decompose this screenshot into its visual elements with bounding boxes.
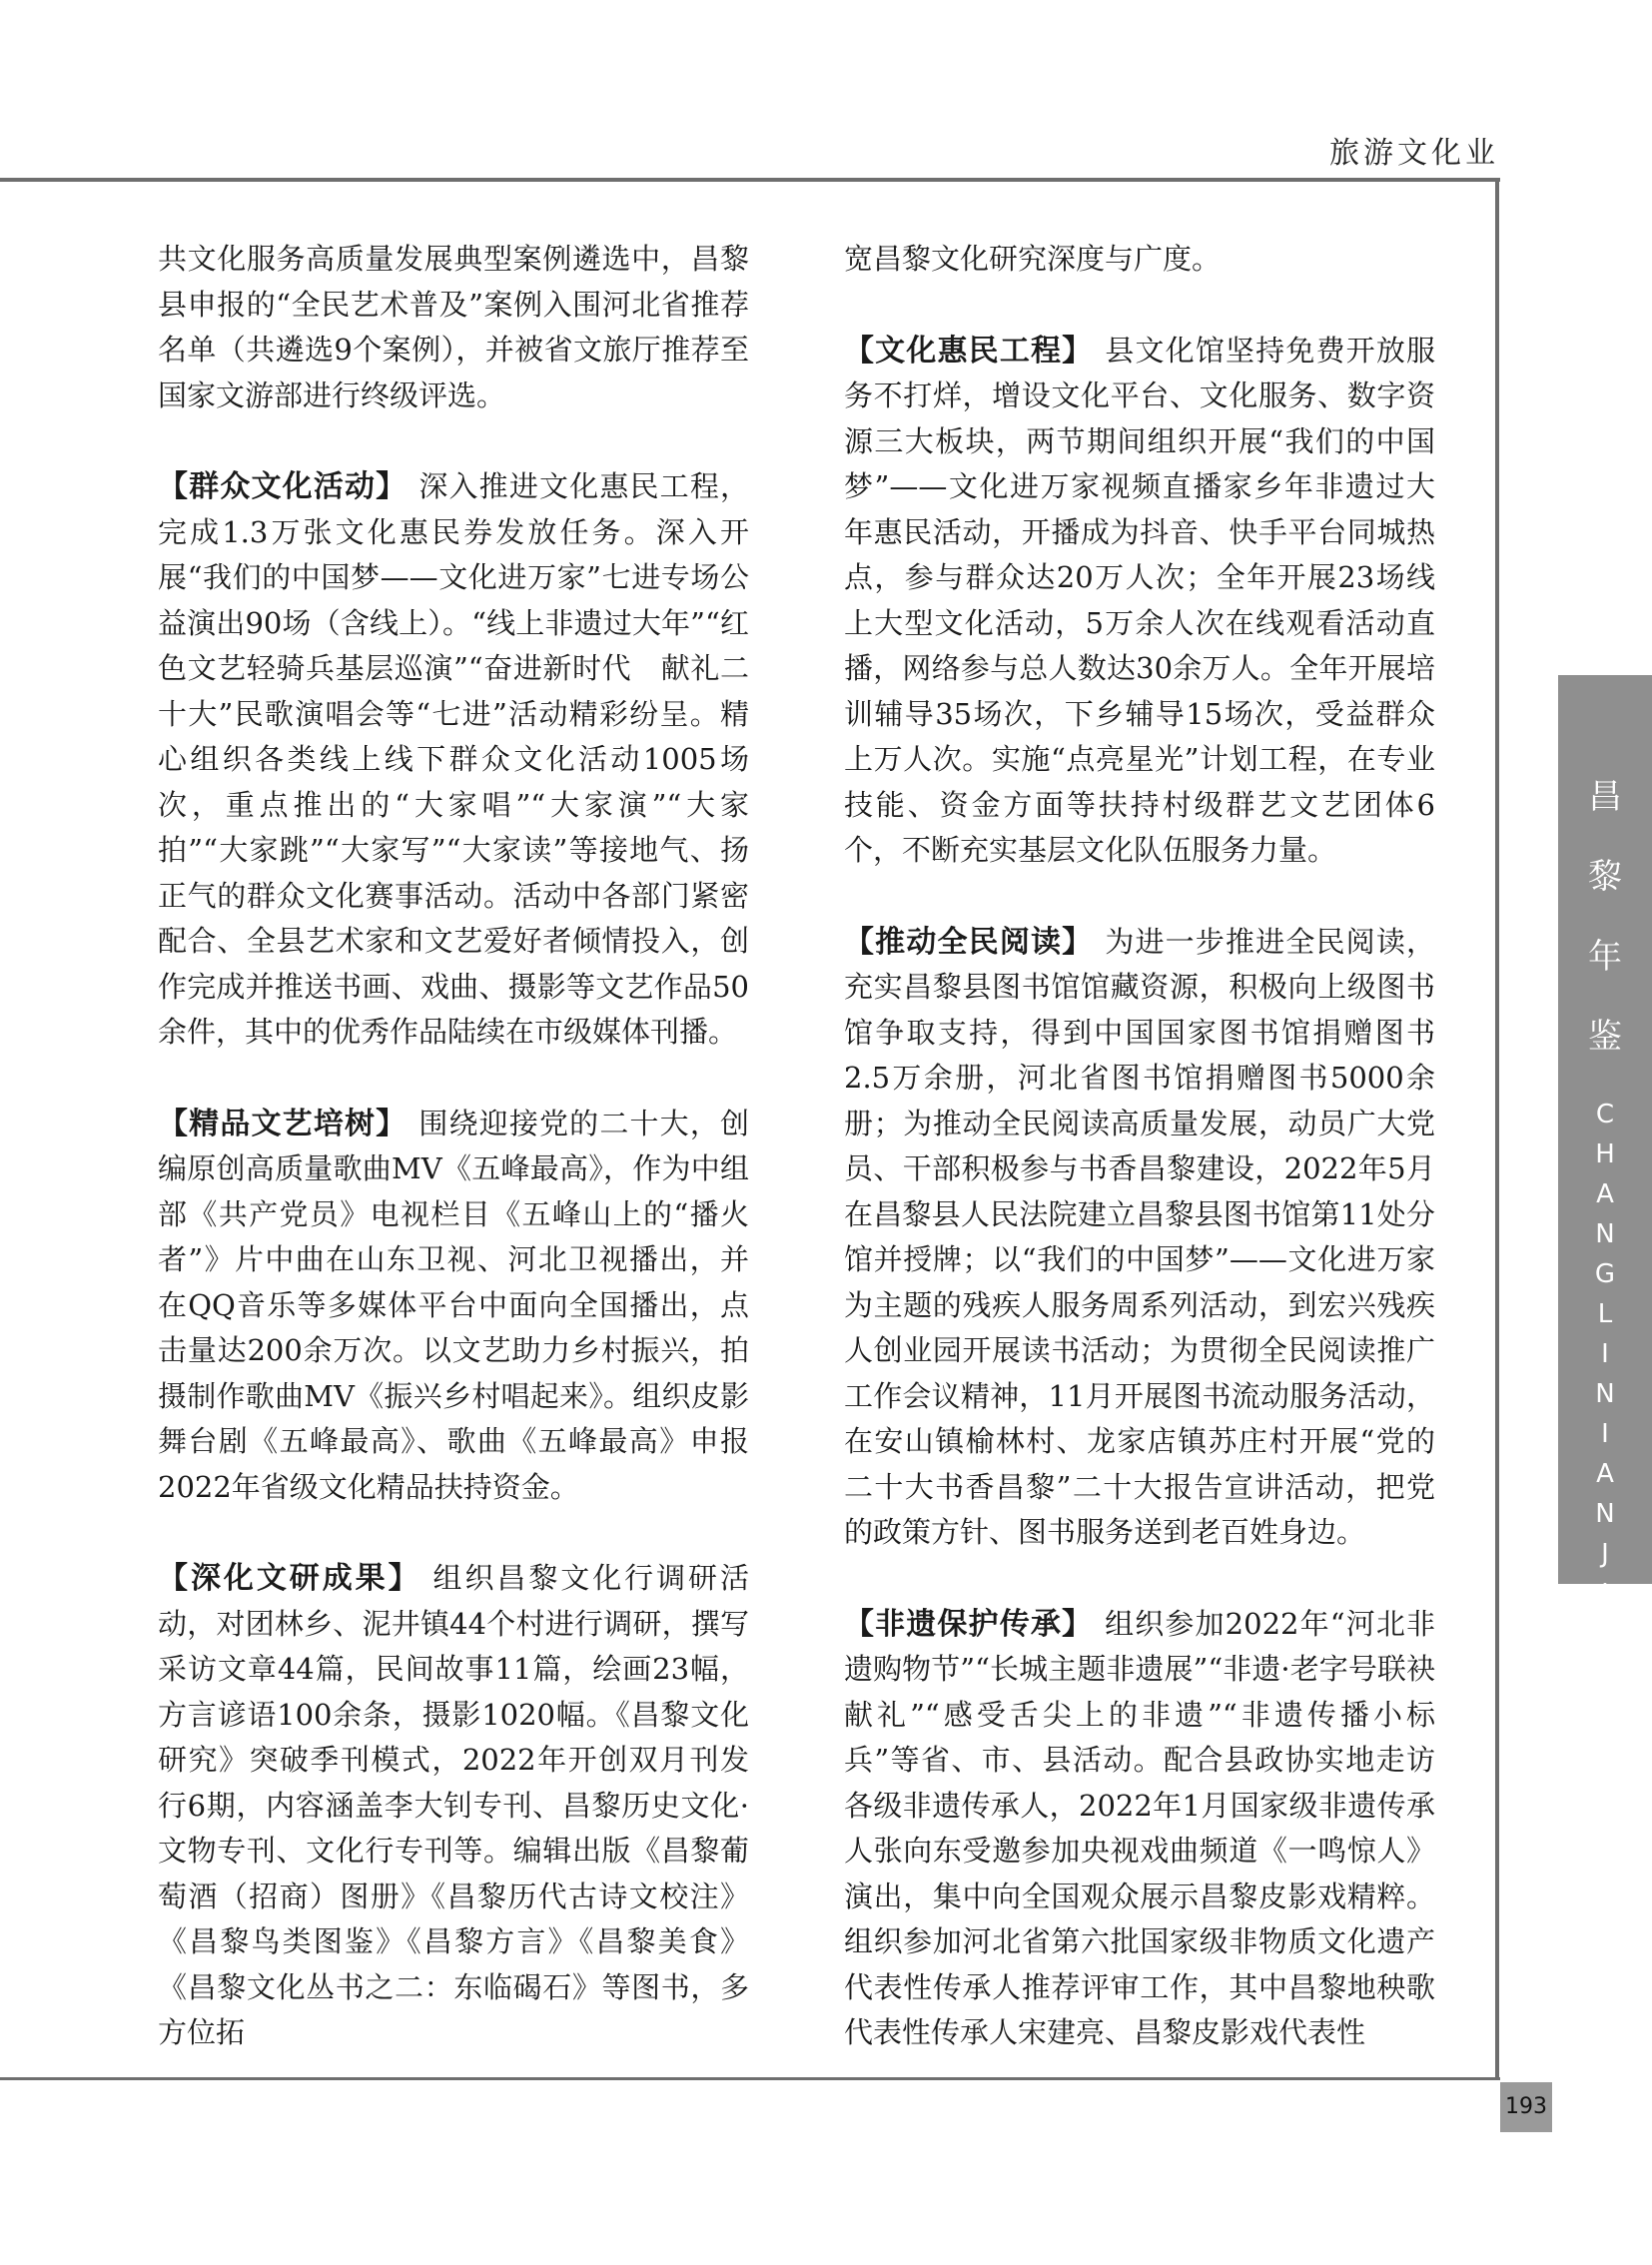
section-body: 组织昌黎文化行调研活动，对团林乡、泥井镇44个村进行调研，撰写采访文章44篇，民间故事11篇，绘画23幅，方言谚语100余条，摄影1020幅。《昌黎文化研究》突破季刊模式，2022年开创双月刊发行6期，内容涵盖李大钊专刊、昌黎历史文化·文物专刊、文化行专刊等。编辑出版《昌黎葡萄酒（招商）图册》《昌黎历代古诗文校注》《昌黎鸟类图鉴》《昌黎方言》《昌黎美食》《昌黎文化丛书之二：东临碣石》等图书，多方位拓: [158, 1561, 749, 2049]
running-header: 旅游文化业: [1329, 136, 1499, 171]
side-letter: I: [1601, 1419, 1609, 1449]
section-heading: 【文化惠民工程】: [844, 333, 1094, 369]
top-rule: [0, 178, 1500, 182]
side-char: 年: [1588, 937, 1622, 977]
side-char: 黎: [1588, 857, 1622, 897]
section-heritage: [844, 1602, 1435, 2056]
section-body: 县文化馆坚持免费开放服务不打烊，增设文化平台、文化服务、数字资源三大板块，两节期间组织开展“我们的中国梦”——文化进万家视频直播家乡年非遗过大年惠民活动，开播成为抖音、快手平台同城热点，参与群众达20万人次；全年开展23场线上大型文化活动，5万余人次在线观看活动直播，网络参与总人数达30余万人。全年开展培训辅导35场次，下乡辅导15场次，受益群众上万人次。实施“点亮星光”计划工程，在专业技能、资金方面等扶持村级群艺文艺团体6个，不断充实基层文化队伍服务力量。: [844, 333, 1435, 867]
section-heading: 【非遗保护传承】: [844, 1606, 1094, 1642]
side-letter: N: [1595, 1659, 1615, 1689]
bottom-rule: [0, 2077, 1500, 2080]
side-letter: I: [1601, 1579, 1609, 1609]
side-letter: N: [1595, 1219, 1615, 1249]
left-column: [158, 237, 749, 2056]
section-heading: 【推动全民阅读】: [844, 924, 1094, 960]
side-letter: A: [1596, 1619, 1614, 1649]
side-char: 昌: [1588, 777, 1622, 817]
side-letter: J: [1601, 1539, 1609, 1569]
section-mass-culture: [158, 464, 749, 1056]
section-body: 组织参加2022年“河北非遗购物节”“长城主题非遗展”“非遗·老字号联袂献礼”“感受舌尖上的非遗”“非遗传播小标兵”等省、市、县活动。配合县政协实地走访各级非遗传承人，2022年1月国家级非遗传承人张向东受邀参加央视戏曲频道《一鸣惊人》演出，集中向全国观众展示昌黎皮影戏精粹。组织参加河北省第六批国家级非物质文化遗产代表性传承人推荐评审工作，其中昌黎地秧歌代表性传承人宋建亮、昌黎皮影戏代表性: [844, 1606, 1436, 2049]
section-body: 深入推进文化惠民工程，完成1.3万张文化惠民券发放任务。深入开展“我们的中国梦——文化进万家”七进专场公益演出90场（含线上）。“线上非遗过大年”“红色文艺轻骑兵基层巡演”“奋进新时代 献礼二十大”民歌演唱会等“七进”活动精彩纷呈。精心组织各类线上线下群众文化活动1005场次，重点推出的“大家唱”“大家演”“大家拍”“大家跳”“大家写”“大家读”等接地气、扬正气的群众文化赛事活动。活动中各部门紧密配合、全县艺术家和文艺爱好者倾情投入，创作完成并推送书画、戏曲、摄影等文艺作品50余件，其中的优秀作品陆续在市级媒体刊播。: [158, 469, 749, 1049]
side-char: 鉴: [1588, 1017, 1622, 1057]
section-culture-benefit: [844, 329, 1435, 874]
side-letter: G: [1594, 1259, 1616, 1289]
side-letter: N: [1595, 1379, 1615, 1409]
section-research: [158, 1556, 749, 2056]
section-reading: [844, 920, 1435, 1556]
side-letter: I: [1601, 1339, 1609, 1369]
side-letter: H: [1595, 1139, 1615, 1169]
page-number: 193: [1500, 2082, 1552, 2132]
side-letter: C: [1595, 1100, 1615, 1130]
paragraph: 共文化服务高质量发展典型案例遴选中，昌黎县申报的“全民艺术普及”案例入围河北省推荐名单（共遴选9个案例），并被省文旅厅推荐至国家文游部进行终级评选。: [158, 242, 749, 412]
side-letter: A: [1596, 1459, 1614, 1489]
yearbook-side-tab: [1558, 675, 1652, 1689]
section-heading: 【精品文艺培树】: [158, 1106, 408, 1141]
side-latin: [1558, 1095, 1652, 1694]
section-body: 为进一步推进全民阅读，充实昌黎县图书馆馆藏资源，积极向上级图书馆争取支持，得到中国国家图书馆捐赠图书2.5万余册，河北省图书馆捐赠图书5000余册；为推动全民阅读高质量发展，动员广大党员、干部积极参与书香昌黎建设，2022年5月在昌黎县人民法院建立昌黎县图书馆第11处分馆并授牌；以“我们的中国梦”——文化进万家为主题的残疾人服务周系列活动，到宏兴残疾人创业园开展读书活动；为贯彻全民阅读推广工作会议精神，11月开展图书流动服务活动，在安山镇榆林村、龙家店镇苏庄村开展“党的二十大书香昌黎”二十大报告宣讲活动，把党的政策方针、图书服务送到老百姓身边。: [844, 924, 1435, 1549]
right-rule: [1495, 178, 1499, 2079]
right-column: [844, 237, 1435, 2056]
section-body: 围绕迎接党的二十大，创编原创高质量歌曲MV《五峰最高》，作为中组部《共产党员》电视栏目《五峰山上的“播火者”》片中曲在山东卫视、河北卫视播出，并在QQ音乐等多媒体平台中面向全国播出，点击量达200余万次。以文艺助力乡村振兴，拍摄制作歌曲MV《振兴乡村唱起来》。组织皮影舞台剧《五峰最高》、歌曲《五峰最高》申报2022年省级文化精品扶持资金。: [158, 1106, 749, 1504]
paragraph: 宽昌黎文化研究深度与广度。: [844, 242, 1222, 276]
side-letter: N: [1595, 1499, 1615, 1529]
section-quality-arts: [158, 1102, 749, 1511]
section-heading: 【群众文化活动】: [158, 469, 408, 504]
section-heading: 【深化文研成果】: [158, 1561, 421, 1596]
side-letter: A: [1596, 1179, 1614, 1209]
side-letter: L: [1597, 1299, 1613, 1329]
